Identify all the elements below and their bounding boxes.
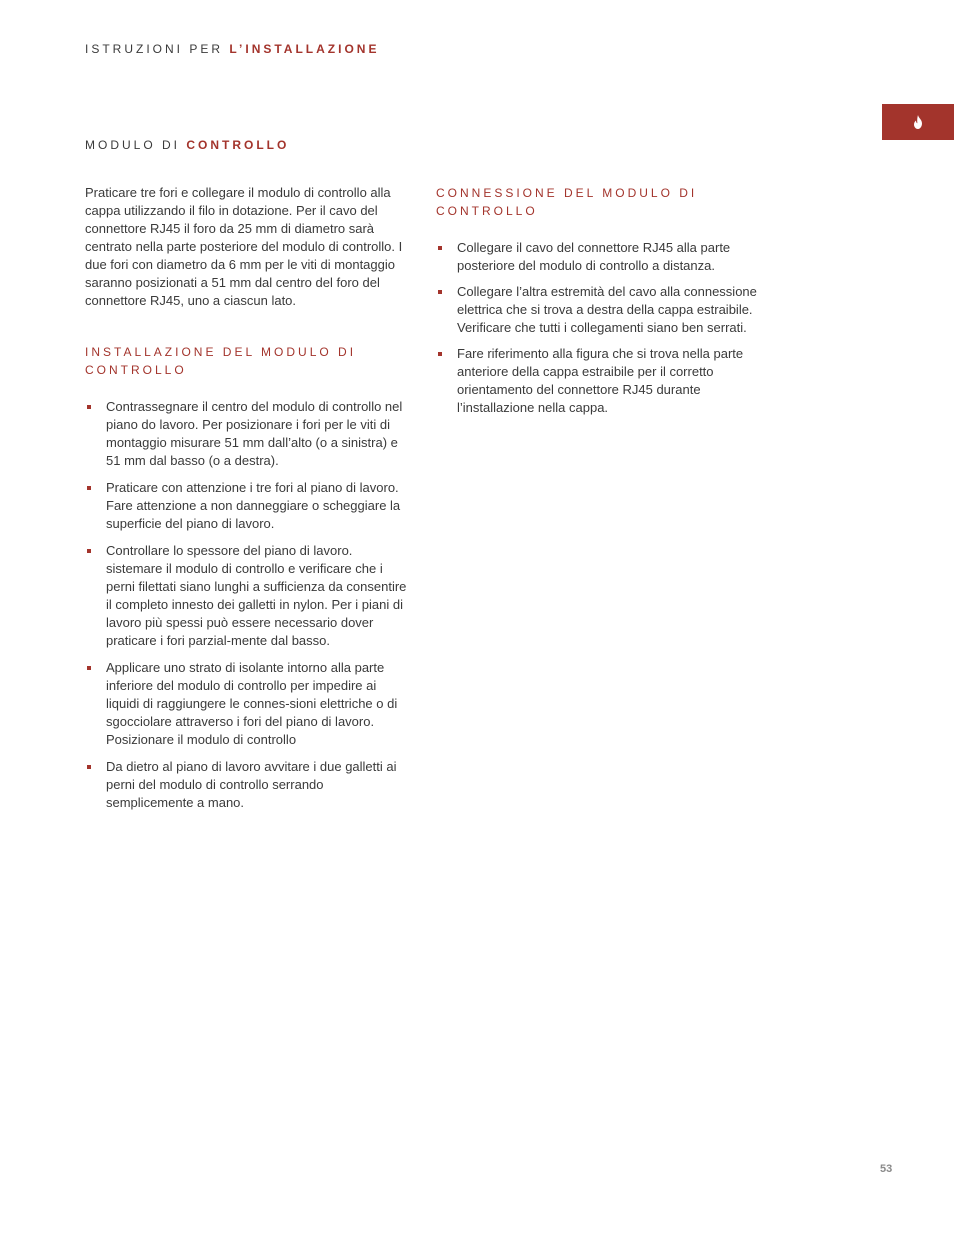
list-item-text: Praticare con attenzione i tre fori al piano di lavoro. Fare attenzione a non danneggiare o scheggiare la superficie del piano di lavoro. — [106, 480, 401, 531]
list-item-text: Controllare lo spessore del piano di lavoro. sistemare il modulo di controllo e verificare che i perni filettati siano lunghi a sufficienza da consentire il completo innesto dei galletti in nylon. Per i piani di lavoro più spessi può essere necessario dover praticare i fori parzial-mente dal basso. — [106, 543, 407, 648]
left-column — [85, 184, 407, 821]
section-prefix: MODULO DI — [85, 138, 181, 152]
bullet-icon — [87, 486, 91, 490]
list-item — [436, 283, 758, 337]
bullet-icon — [87, 549, 91, 553]
list-item — [85, 479, 407, 533]
list-item — [85, 659, 407, 749]
intro-paragraph: Praticare tre fori e collegare il modulo di controllo alla cappa utilizzando il filo in dotazione. Per il cavo del connettore RJ45 il foro da 25 mm di diametro sarà centrato nella parte posteriore del modulo di controllo. I due fori con diametro da 6 mm per le viti di montaggio saranno posizionati a 51 mm dal centro del foro del connettore RJ45, uno a ciascun lato. — [85, 185, 403, 308]
list-item-text: Applicare uno strato di isolante intorno alla parte inferiore del modulo di controllo per impedire ai liquidi di raggiungere le connes-sioni elettriche o di sgocciolare attraverso i fori del piano di lavoro. Posizionare il modulo di controllo — [106, 660, 398, 747]
connessione-list — [436, 239, 758, 417]
bullet-icon — [438, 352, 442, 356]
list-item-text: Collegare l’altra estremità del cavo alla connessione elettrica che si trova a destra della cappa estraibile. Verificare che tutti i collegamenti siano ben serrati. — [457, 284, 757, 335]
list-item-text: Da dietro al piano di lavoro avvitare i due galletti ai perni del modulo di controllo serrando semplicemente a mano. — [106, 759, 397, 810]
installazione-list — [85, 398, 407, 812]
list-item — [436, 239, 758, 275]
bullet-icon — [87, 666, 91, 670]
list-item-text: Collegare il cavo del connettore RJ45 alla parte posteriore del modulo di controllo a distanza. — [457, 240, 731, 273]
bullet-icon — [438, 246, 442, 250]
section-tab — [882, 104, 954, 140]
page-header — [85, 42, 379, 56]
installazione-heading: INSTALLAZIONE DEL MODULO DI CONTROLLO — [85, 345, 357, 377]
list-item — [85, 758, 407, 812]
list-item — [85, 398, 407, 470]
right-column — [436, 184, 758, 425]
bullet-icon — [87, 765, 91, 769]
header-prefix: ISTRUZIONI PER — [85, 42, 224, 56]
list-item-text: Contrassegnare il centro del modulo di controllo nel piano do lavoro. Per posizionare i fori per le viti di montaggio misurare 51 mm dall’alto (o a sinistra) e 51 mm dal basso (o a destra). — [106, 399, 403, 468]
list-item-text: Fare riferimento alla figura che si trova nella parte anteriore della cappa estraibile per il corretto orientamento del connettore RJ45 durante l’installazione nella cappa. — [457, 346, 744, 415]
header-highlight: L’INSTALLAZIONE — [229, 42, 380, 56]
bullet-icon — [438, 290, 442, 294]
flame-icon — [912, 115, 924, 129]
connessione-heading: CONNESSIONE DEL MODULO DI CONTROLLO — [436, 186, 698, 218]
page-number: 53 — [880, 1163, 893, 1175]
section-highlight: CONTROLLO — [186, 138, 290, 152]
section-title — [85, 138, 289, 152]
list-item — [85, 542, 407, 650]
list-item — [436, 345, 758, 417]
bullet-icon — [87, 405, 91, 409]
